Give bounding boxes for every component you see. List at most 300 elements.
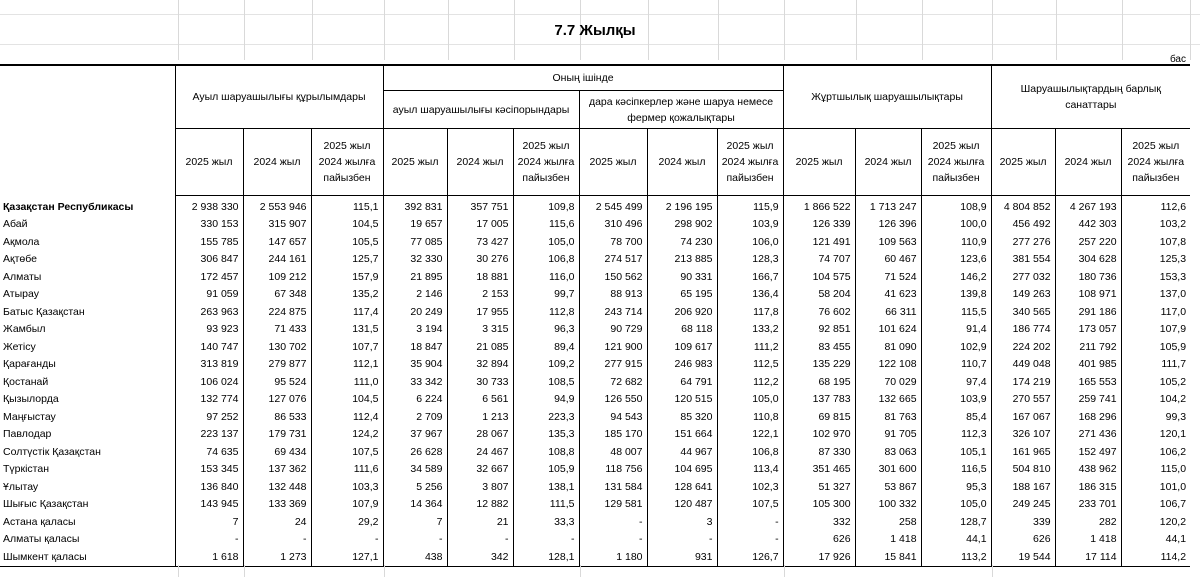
value-cell[interactable]: 34 589 bbox=[383, 461, 447, 479]
value-cell[interactable]: 24 467 bbox=[447, 443, 513, 461]
value-cell[interactable]: 4 804 852 bbox=[991, 196, 1055, 216]
value-cell[interactable]: 70 029 bbox=[855, 373, 921, 391]
value-cell[interactable]: 105,9 bbox=[513, 461, 579, 479]
value-cell[interactable]: 17 114 bbox=[1055, 548, 1121, 566]
value-cell[interactable]: 20 249 bbox=[383, 303, 447, 321]
value-cell[interactable]: 330 153 bbox=[175, 216, 243, 234]
value-cell[interactable]: 117,8 bbox=[717, 303, 783, 321]
value-cell[interactable]: 88 913 bbox=[579, 286, 647, 304]
value-cell[interactable]: 112,6 bbox=[1121, 196, 1190, 216]
value-cell[interactable]: 102,3 bbox=[717, 478, 783, 496]
value-cell[interactable]: 109 563 bbox=[855, 233, 921, 251]
value-cell[interactable]: 150 562 bbox=[579, 268, 647, 286]
value-cell[interactable]: 140 747 bbox=[175, 338, 243, 356]
value-cell[interactable]: 51 327 bbox=[783, 478, 855, 496]
value-cell[interactable]: 442 303 bbox=[1055, 216, 1121, 234]
value-cell[interactable]: 104,5 bbox=[311, 216, 383, 234]
value-cell[interactable]: 32 894 bbox=[447, 356, 513, 374]
value-cell[interactable]: - bbox=[717, 531, 783, 549]
value-cell[interactable]: 120,1 bbox=[1121, 426, 1190, 444]
value-cell[interactable]: 102 970 bbox=[783, 426, 855, 444]
value-cell[interactable]: 15 841 bbox=[855, 548, 921, 566]
value-cell[interactable]: 112,2 bbox=[717, 373, 783, 391]
value-cell[interactable]: 118 756 bbox=[579, 461, 647, 479]
value-cell[interactable]: 19 544 bbox=[991, 548, 1055, 566]
value-cell[interactable]: 135 229 bbox=[783, 356, 855, 374]
value-cell[interactable]: 270 557 bbox=[991, 391, 1055, 409]
region-name-cell[interactable]: Атырау bbox=[3, 288, 39, 301]
value-cell[interactable]: 18 881 bbox=[447, 268, 513, 286]
value-cell[interactable]: 60 467 bbox=[855, 251, 921, 269]
value-cell[interactable]: 257 220 bbox=[1055, 233, 1121, 251]
value-cell[interactable]: 130 702 bbox=[243, 338, 311, 356]
value-cell[interactable]: 100,0 bbox=[921, 216, 991, 234]
value-cell[interactable]: 17 926 bbox=[783, 548, 855, 566]
value-cell[interactable]: 129 581 bbox=[579, 496, 647, 514]
value-cell[interactable]: 33,3 bbox=[513, 513, 579, 531]
value-cell[interactable]: 74 707 bbox=[783, 251, 855, 269]
value-cell[interactable]: 504 810 bbox=[991, 461, 1055, 479]
value-cell[interactable]: 81 090 bbox=[855, 338, 921, 356]
value-cell[interactable]: 1 213 bbox=[447, 408, 513, 426]
header-col-2024[interactable]: 2024 жыл bbox=[243, 129, 311, 196]
value-cell[interactable]: 28 067 bbox=[447, 426, 513, 444]
value-cell[interactable]: 26 628 bbox=[383, 443, 447, 461]
region-name-cell[interactable]: Батыс Қазақстан bbox=[3, 305, 85, 318]
value-cell[interactable]: 132 774 bbox=[175, 391, 243, 409]
region-name-cell[interactable]: Қарағанды bbox=[3, 358, 56, 371]
value-cell[interactable]: 115,1 bbox=[311, 196, 383, 216]
value-cell[interactable]: 121 491 bbox=[783, 233, 855, 251]
value-cell[interactable]: 123,6 bbox=[921, 251, 991, 269]
value-cell[interactable]: 326 107 bbox=[991, 426, 1055, 444]
value-cell[interactable]: 53 867 bbox=[855, 478, 921, 496]
header-agri-formations[interactable]: Ауыл шаруашылығы құрылымдары bbox=[175, 65, 383, 129]
value-cell[interactable]: 132 665 bbox=[855, 391, 921, 409]
value-cell[interactable]: 108,9 bbox=[921, 196, 991, 216]
value-cell[interactable]: 122,1 bbox=[717, 426, 783, 444]
value-cell[interactable]: 99,7 bbox=[513, 286, 579, 304]
value-cell[interactable]: 104 695 bbox=[647, 461, 717, 479]
value-cell[interactable]: 258 bbox=[855, 513, 921, 531]
value-cell[interactable]: 105,0 bbox=[717, 391, 783, 409]
value-cell[interactable]: 243 714 bbox=[579, 303, 647, 321]
value-cell[interactable]: 282 bbox=[1055, 513, 1121, 531]
value-cell[interactable]: 449 048 bbox=[991, 356, 1055, 374]
value-cell[interactable]: 332 bbox=[783, 513, 855, 531]
value-cell[interactable]: 104 575 bbox=[783, 268, 855, 286]
value-cell[interactable]: 109 212 bbox=[243, 268, 311, 286]
value-cell[interactable]: 112,3 bbox=[921, 426, 991, 444]
value-cell[interactable]: 65 195 bbox=[647, 286, 717, 304]
value-cell[interactable]: 19 657 bbox=[383, 216, 447, 234]
value-cell[interactable]: 103,9 bbox=[717, 216, 783, 234]
value-cell[interactable]: 161 965 bbox=[991, 443, 1055, 461]
region-name-cell[interactable]: Ақтөбе bbox=[3, 253, 37, 266]
value-cell[interactable]: 17 955 bbox=[447, 303, 513, 321]
value-cell[interactable]: 99,3 bbox=[1121, 408, 1190, 426]
value-cell[interactable]: 127 076 bbox=[243, 391, 311, 409]
value-cell[interactable]: 67 348 bbox=[243, 286, 311, 304]
value-cell[interactable]: 103,9 bbox=[921, 391, 991, 409]
value-cell[interactable]: 106,8 bbox=[717, 443, 783, 461]
value-cell[interactable]: 44,1 bbox=[921, 531, 991, 549]
value-cell[interactable]: 12 882 bbox=[447, 496, 513, 514]
value-cell[interactable]: 271 436 bbox=[1055, 426, 1121, 444]
value-cell[interactable]: 174 219 bbox=[991, 373, 1055, 391]
value-cell[interactable]: 135,2 bbox=[311, 286, 383, 304]
value-cell[interactable]: 71 524 bbox=[855, 268, 921, 286]
value-cell[interactable]: 138,1 bbox=[513, 478, 579, 496]
region-name-cell[interactable]: Алматы қаласы bbox=[3, 533, 80, 546]
value-cell[interactable]: 117,4 bbox=[311, 303, 383, 321]
value-cell[interactable]: 109,2 bbox=[513, 356, 579, 374]
value-cell[interactable]: - bbox=[579, 513, 647, 531]
value-cell[interactable]: 32 667 bbox=[447, 461, 513, 479]
value-cell[interactable]: 105,0 bbox=[921, 496, 991, 514]
value-cell[interactable]: 128,1 bbox=[513, 548, 579, 566]
value-cell[interactable]: - bbox=[447, 531, 513, 549]
value-cell[interactable]: 111,0 bbox=[311, 373, 383, 391]
value-cell[interactable]: 167 067 bbox=[991, 408, 1055, 426]
value-cell[interactable]: 3 807 bbox=[447, 478, 513, 496]
value-cell[interactable]: 1 273 bbox=[243, 548, 311, 566]
region-name-cell[interactable]: Түркістан bbox=[3, 463, 50, 476]
value-cell[interactable]: 108 971 bbox=[1055, 286, 1121, 304]
header-col-2025[interactable]: 2025 жыл bbox=[783, 129, 855, 196]
value-cell[interactable]: 108,5 bbox=[513, 373, 579, 391]
value-cell[interactable]: 97 252 bbox=[175, 408, 243, 426]
value-cell[interactable]: 185 170 bbox=[579, 426, 647, 444]
value-cell[interactable]: 112,5 bbox=[717, 356, 783, 374]
region-name-cell[interactable]: Маңғыстау bbox=[3, 410, 56, 423]
region-name-cell[interactable]: Солтүстік Қазақстан bbox=[3, 445, 101, 458]
value-cell[interactable]: 85 320 bbox=[647, 408, 717, 426]
header-col-percent[interactable]: 2025 жыл 2024 жылға пайызбен bbox=[717, 129, 783, 196]
value-cell[interactable]: 3 194 bbox=[383, 321, 447, 339]
value-cell[interactable]: 306 847 bbox=[175, 251, 243, 269]
value-cell[interactable]: 116,5 bbox=[921, 461, 991, 479]
region-name-cell[interactable]: Жамбыл bbox=[3, 323, 46, 336]
value-cell[interactable]: 117,0 bbox=[1121, 303, 1190, 321]
value-cell[interactable]: 2 196 195 bbox=[647, 196, 717, 216]
value-cell[interactable]: 153 345 bbox=[175, 461, 243, 479]
value-cell[interactable]: 21 085 bbox=[447, 338, 513, 356]
value-cell[interactable]: 137 362 bbox=[243, 461, 311, 479]
value-cell[interactable]: 104,5 bbox=[311, 391, 383, 409]
value-cell[interactable]: 107,9 bbox=[311, 496, 383, 514]
value-cell[interactable]: 110,8 bbox=[717, 408, 783, 426]
value-cell[interactable]: 115,9 bbox=[717, 196, 783, 216]
value-cell[interactable]: 89,4 bbox=[513, 338, 579, 356]
value-cell[interactable]: 95 524 bbox=[243, 373, 311, 391]
value-cell[interactable]: 32 330 bbox=[383, 251, 447, 269]
value-cell[interactable]: 97,4 bbox=[921, 373, 991, 391]
value-cell[interactable]: 224 202 bbox=[991, 338, 1055, 356]
value-cell[interactable]: 87 330 bbox=[783, 443, 855, 461]
value-cell[interactable]: 381 554 bbox=[991, 251, 1055, 269]
value-cell[interactable]: 186 774 bbox=[991, 321, 1055, 339]
header-col-percent[interactable]: 2025 жыл 2024 жылға пайызбен bbox=[1121, 129, 1190, 196]
value-cell[interactable]: 29,2 bbox=[311, 513, 383, 531]
header-col-2024[interactable]: 2024 жыл bbox=[855, 129, 921, 196]
value-cell[interactable]: 132 448 bbox=[243, 478, 311, 496]
value-cell[interactable]: 64 791 bbox=[647, 373, 717, 391]
value-cell[interactable]: 157,9 bbox=[311, 268, 383, 286]
value-cell[interactable]: 277 032 bbox=[991, 268, 1055, 286]
value-cell[interactable]: 1 713 247 bbox=[855, 196, 921, 216]
value-cell[interactable]: 17 005 bbox=[447, 216, 513, 234]
value-cell[interactable]: 68 195 bbox=[783, 373, 855, 391]
value-cell[interactable]: 277 915 bbox=[579, 356, 647, 374]
region-name-cell[interactable]: Шығыс Қазақстан bbox=[3, 498, 89, 511]
value-cell[interactable]: 274 517 bbox=[579, 251, 647, 269]
value-cell[interactable]: 116,0 bbox=[513, 268, 579, 286]
value-cell[interactable]: - bbox=[513, 531, 579, 549]
value-cell[interactable]: 111,2 bbox=[717, 338, 783, 356]
value-cell[interactable]: 626 bbox=[991, 531, 1055, 549]
value-cell[interactable]: 48 007 bbox=[579, 443, 647, 461]
value-cell[interactable]: 76 602 bbox=[783, 303, 855, 321]
value-cell[interactable]: 83 063 bbox=[855, 443, 921, 461]
value-cell[interactable]: 152 497 bbox=[1055, 443, 1121, 461]
header-including[interactable]: Оның ішінде bbox=[383, 65, 783, 91]
value-cell[interactable]: 4 267 193 bbox=[1055, 196, 1121, 216]
value-cell[interactable]: 94,9 bbox=[513, 391, 579, 409]
value-cell[interactable]: 128,3 bbox=[717, 251, 783, 269]
value-cell[interactable]: 100 332 bbox=[855, 496, 921, 514]
table-title[interactable]: 7.7 Жылқы bbox=[554, 22, 636, 39]
header-col-2025[interactable]: 2025 жыл bbox=[383, 129, 447, 196]
value-cell[interactable]: 151 664 bbox=[647, 426, 717, 444]
region-name-cell[interactable]: Қостанай bbox=[3, 375, 49, 388]
value-cell[interactable]: 233 701 bbox=[1055, 496, 1121, 514]
value-cell[interactable]: 111,6 bbox=[311, 461, 383, 479]
value-cell[interactable]: - bbox=[311, 531, 383, 549]
value-cell[interactable]: 125,7 bbox=[311, 251, 383, 269]
value-cell[interactable]: 107,8 bbox=[1121, 233, 1190, 251]
value-cell[interactable]: 392 831 bbox=[383, 196, 447, 216]
value-cell[interactable]: 2 553 946 bbox=[243, 196, 311, 216]
value-cell[interactable]: 35 904 bbox=[383, 356, 447, 374]
header-col-percent[interactable]: 2025 жыл 2024 жылға пайызбен bbox=[513, 129, 579, 196]
value-cell[interactable]: 104,2 bbox=[1121, 391, 1190, 409]
value-cell[interactable]: 110,9 bbox=[921, 233, 991, 251]
value-cell[interactable]: 188 167 bbox=[991, 478, 1055, 496]
value-cell[interactable]: 106,0 bbox=[717, 233, 783, 251]
value-cell[interactable]: 168 296 bbox=[1055, 408, 1121, 426]
region-name-cell[interactable]: Қазақстан Республикасы bbox=[3, 200, 134, 213]
value-cell[interactable]: 107,9 bbox=[1121, 321, 1190, 339]
value-cell[interactable]: 1 418 bbox=[1055, 531, 1121, 549]
value-cell[interactable]: 69 434 bbox=[243, 443, 311, 461]
value-cell[interactable]: 90 331 bbox=[647, 268, 717, 286]
value-cell[interactable]: 126,7 bbox=[717, 548, 783, 566]
value-cell[interactable]: 249 245 bbox=[991, 496, 1055, 514]
unit-label[interactable]: бас bbox=[1169, 54, 1186, 65]
value-cell[interactable]: 115,5 bbox=[921, 303, 991, 321]
value-cell[interactable]: 211 792 bbox=[1055, 338, 1121, 356]
value-cell[interactable]: 14 364 bbox=[383, 496, 447, 514]
value-cell[interactable]: 30 733 bbox=[447, 373, 513, 391]
value-cell[interactable]: 133,2 bbox=[717, 321, 783, 339]
value-cell[interactable]: 172 457 bbox=[175, 268, 243, 286]
value-cell[interactable]: 115,6 bbox=[513, 216, 579, 234]
value-cell[interactable]: 186 315 bbox=[1055, 478, 1121, 496]
value-cell[interactable]: 109 617 bbox=[647, 338, 717, 356]
value-cell[interactable]: 18 847 bbox=[383, 338, 447, 356]
value-cell[interactable]: 73 427 bbox=[447, 233, 513, 251]
value-cell[interactable]: - bbox=[175, 531, 243, 549]
header-agri-enterprises[interactable]: ауыл шаруашылығы кәсіпорындары bbox=[383, 91, 579, 129]
value-cell[interactable]: - bbox=[717, 513, 783, 531]
value-cell[interactable]: 120 515 bbox=[647, 391, 717, 409]
header-col-2025[interactable]: 2025 жыл bbox=[175, 129, 243, 196]
value-cell[interactable]: 69 815 bbox=[783, 408, 855, 426]
header-all-categories[interactable]: Шаруашылықтардың барлық санаттары bbox=[991, 65, 1190, 129]
value-cell[interactable]: 149 263 bbox=[991, 286, 1055, 304]
value-cell[interactable]: 112,8 bbox=[513, 303, 579, 321]
region-name-cell[interactable]: Жетісу bbox=[3, 340, 36, 353]
value-cell[interactable]: 131 584 bbox=[579, 478, 647, 496]
value-cell[interactable]: 126 339 bbox=[783, 216, 855, 234]
value-cell[interactable]: 44 967 bbox=[647, 443, 717, 461]
value-cell[interactable]: 135,3 bbox=[513, 426, 579, 444]
value-cell[interactable]: 86 533 bbox=[243, 408, 311, 426]
value-cell[interactable]: 105,5 bbox=[311, 233, 383, 251]
value-cell[interactable]: 91,4 bbox=[921, 321, 991, 339]
value-cell[interactable]: 153,3 bbox=[1121, 268, 1190, 286]
header-col-2024[interactable]: 2024 жыл bbox=[1055, 129, 1121, 196]
value-cell[interactable]: 111,5 bbox=[513, 496, 579, 514]
value-cell[interactable]: 92 851 bbox=[783, 321, 855, 339]
value-cell[interactable]: 438 962 bbox=[1055, 461, 1121, 479]
header-col-2025[interactable]: 2025 жыл bbox=[991, 129, 1055, 196]
value-cell[interactable]: 313 819 bbox=[175, 356, 243, 374]
value-cell[interactable]: 125,3 bbox=[1121, 251, 1190, 269]
value-cell[interactable]: 173 057 bbox=[1055, 321, 1121, 339]
value-cell[interactable]: 244 161 bbox=[243, 251, 311, 269]
value-cell[interactable]: 339 bbox=[991, 513, 1055, 531]
value-cell[interactable]: 126 550 bbox=[579, 391, 647, 409]
value-cell[interactable]: 102,9 bbox=[921, 338, 991, 356]
value-cell[interactable]: 105,9 bbox=[1121, 338, 1190, 356]
value-cell[interactable]: 105,2 bbox=[1121, 373, 1190, 391]
value-cell[interactable]: 223,3 bbox=[513, 408, 579, 426]
value-cell[interactable]: 77 085 bbox=[383, 233, 447, 251]
value-cell[interactable]: 110,7 bbox=[921, 356, 991, 374]
value-cell[interactable]: 2 146 bbox=[383, 286, 447, 304]
header-col-percent[interactable]: 2025 жыл 2024 жылға пайызбен bbox=[921, 129, 991, 196]
value-cell[interactable]: 91 705 bbox=[855, 426, 921, 444]
value-cell[interactable]: 7 bbox=[383, 513, 447, 531]
value-cell[interactable]: 1 180 bbox=[579, 548, 647, 566]
value-cell[interactable]: 438 bbox=[383, 548, 447, 566]
header-col-2025[interactable]: 2025 жыл bbox=[579, 129, 647, 196]
value-cell[interactable]: 41 623 bbox=[855, 286, 921, 304]
value-cell[interactable]: 44,1 bbox=[1121, 531, 1190, 549]
value-cell[interactable]: 626 bbox=[783, 531, 855, 549]
value-cell[interactable]: 279 877 bbox=[243, 356, 311, 374]
value-cell[interactable]: 2 545 499 bbox=[579, 196, 647, 216]
region-name-cell[interactable]: Алматы bbox=[3, 270, 42, 283]
value-cell[interactable]: 106,8 bbox=[513, 251, 579, 269]
value-cell[interactable]: 139,8 bbox=[921, 286, 991, 304]
value-cell[interactable]: 120,2 bbox=[1121, 513, 1190, 531]
value-cell[interactable]: 179 731 bbox=[243, 426, 311, 444]
region-name-cell[interactable]: Абай bbox=[3, 218, 28, 231]
value-cell[interactable]: 83 455 bbox=[783, 338, 855, 356]
value-cell[interactable]: 37 967 bbox=[383, 426, 447, 444]
value-cell[interactable]: 301 600 bbox=[855, 461, 921, 479]
region-name-cell[interactable]: Астана қаласы bbox=[3, 515, 76, 528]
value-cell[interactable]: 155 785 bbox=[175, 233, 243, 251]
value-cell[interactable]: 111,7 bbox=[1121, 356, 1190, 374]
value-cell[interactable]: 2 709 bbox=[383, 408, 447, 426]
value-cell[interactable]: 2 938 330 bbox=[175, 196, 243, 216]
value-cell[interactable]: 107,5 bbox=[311, 443, 383, 461]
value-cell[interactable]: 128,7 bbox=[921, 513, 991, 531]
value-cell[interactable]: 93 923 bbox=[175, 321, 243, 339]
value-cell[interactable]: 74 230 bbox=[647, 233, 717, 251]
value-cell[interactable]: 310 496 bbox=[579, 216, 647, 234]
value-cell[interactable]: 206 920 bbox=[647, 303, 717, 321]
value-cell[interactable]: 124,2 bbox=[311, 426, 383, 444]
value-cell[interactable]: 106,2 bbox=[1121, 443, 1190, 461]
value-cell[interactable]: 143 945 bbox=[175, 496, 243, 514]
value-cell[interactable]: 263 963 bbox=[175, 303, 243, 321]
value-cell[interactable]: 21 895 bbox=[383, 268, 447, 286]
value-cell[interactable]: 342 bbox=[447, 548, 513, 566]
value-cell[interactable]: 113,4 bbox=[717, 461, 783, 479]
value-cell[interactable]: 103,3 bbox=[311, 478, 383, 496]
value-cell[interactable]: 103,2 bbox=[1121, 216, 1190, 234]
value-cell[interactable]: 121 900 bbox=[579, 338, 647, 356]
value-cell[interactable]: 180 736 bbox=[1055, 268, 1121, 286]
value-cell[interactable]: 105,1 bbox=[921, 443, 991, 461]
value-cell[interactable]: 85,4 bbox=[921, 408, 991, 426]
value-cell[interactable]: 246 983 bbox=[647, 356, 717, 374]
value-cell[interactable]: - bbox=[243, 531, 311, 549]
value-cell[interactable]: 3 bbox=[647, 513, 717, 531]
value-cell[interactable]: 106 024 bbox=[175, 373, 243, 391]
value-cell[interactable]: 291 186 bbox=[1055, 303, 1121, 321]
header-col-2024[interactable]: 2024 жыл bbox=[447, 129, 513, 196]
value-cell[interactable]: 114,2 bbox=[1121, 548, 1190, 566]
value-cell[interactable]: 298 902 bbox=[647, 216, 717, 234]
header-col-2024[interactable]: 2024 жыл bbox=[647, 129, 717, 196]
value-cell[interactable]: 7 bbox=[175, 513, 243, 531]
value-cell[interactable]: 131,5 bbox=[311, 321, 383, 339]
value-cell[interactable]: 6 561 bbox=[447, 391, 513, 409]
value-cell[interactable]: 1 618 bbox=[175, 548, 243, 566]
value-cell[interactable]: 6 224 bbox=[383, 391, 447, 409]
value-cell[interactable]: 94 543 bbox=[579, 408, 647, 426]
value-cell[interactable]: 147 657 bbox=[243, 233, 311, 251]
value-cell[interactable]: 133 369 bbox=[243, 496, 311, 514]
header-region-corner[interactable] bbox=[0, 65, 175, 196]
value-cell[interactable]: 122 108 bbox=[855, 356, 921, 374]
region-name-cell[interactable]: Ұлытау bbox=[3, 480, 39, 493]
value-cell[interactable]: 351 465 bbox=[783, 461, 855, 479]
value-cell[interactable]: 107,7 bbox=[311, 338, 383, 356]
value-cell[interactable]: 112,1 bbox=[311, 356, 383, 374]
region-name-cell[interactable]: Ақмола bbox=[3, 235, 40, 248]
value-cell[interactable]: 340 565 bbox=[991, 303, 1055, 321]
value-cell[interactable]: 128 641 bbox=[647, 478, 717, 496]
value-cell[interactable]: 137,0 bbox=[1121, 286, 1190, 304]
region-name-cell[interactable]: Шымкент қаласы bbox=[0, 548, 175, 566]
